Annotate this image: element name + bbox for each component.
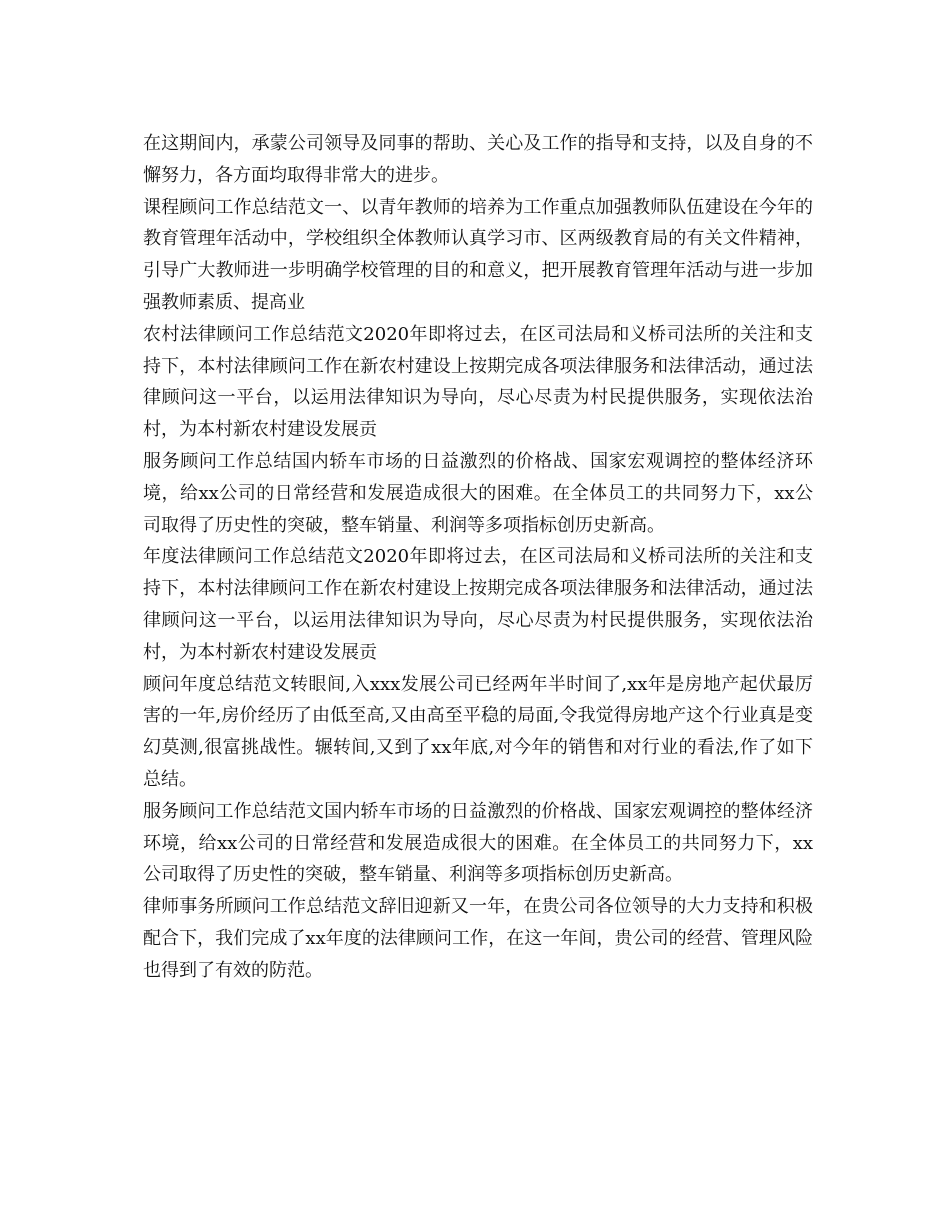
- paragraph: 农村法律顾问工作总结范文2020年即将过去，在区司法局和义桥司法所的关注和支持下，本村法律顾问工作在新农村建设上按期完成各项法律服务和法律活动，通过法律顾问这一平台，以运用法律知识为导向，尽心尽责为村民提供服务，实现依法治村，为本村新农村建设发展贡: [143, 323, 813, 441]
- document-body: [143, 128, 813, 987]
- paragraph: 服务顾问工作总结范文国内轿车市场的日益激烈的价格战、国家宏观调控的整体经济环境，给xx公司的日常经营和发展造成很大的困难。在全体员工的共同努力下，xx公司取得了历史性的突破，整车销量、利润等多项指标创历史新高。: [143, 800, 813, 886]
- paragraph: 顾问年度总结范文转眼间,入xxx发展公司已经两年半时间了,xx年是房地产起伏最厉害的一年,房价经历了由低至高,又由高至平稳的局面,令我觉得房地产这个行业真是变幻莫测,很富挑战性。辗转间,又到了xx年底,对今年的销售和对行业的看法,作了如下总结。: [143, 673, 813, 790]
- paragraph: 年度法律顾问工作总结范文2020年即将过去，在区司法局和义桥司法所的关注和支持下，本村法律顾问工作在新农村建设上按期完成各项法律服务和法律活动，通过法律顾问这一平台，以运用法律知识为导向，尽心尽责为村民提供服务，实现依法治村，为本村新农村建设发展贡: [143, 546, 813, 663]
- paragraph: 律师事务所顾问工作总结范文辞旧迎新又一年，在贵公司各位领导的大力支持和积极配合下，我们完成了xx年度的法律顾问工作，在这一年间，贵公司的经营、管理风险也得到了有效的防范。: [143, 896, 813, 981]
- paragraph: 在这期间内，承蒙公司领导及同事的帮助、关心及工作的指导和支持，以及自身的不懈努力，各方面均取得非常大的进步。: [143, 133, 813, 186]
- paragraph: 课程顾问工作总结范文一、以青年教师的培养为工作重点加强教师队伍建设在今年的教育管理年活动中，学校组织全体教师认真学习市、区两级教育局的有关文件精神，引导广大教师进一步明确学校管理的目的和意义，把开展教育管理年活动与进一步加强教师素质、提高业: [143, 196, 813, 313]
- paragraph: 服务顾问工作总结国内轿车市场的日益激烈的价格战、国家宏观调控的整体经济环境，给xx公司的日常经营和发展造成很大的困难。在全体员工的共同努力下，xx公司取得了历史性的突破，整车销量、利润等多项指标创历史新高。: [143, 450, 813, 536]
